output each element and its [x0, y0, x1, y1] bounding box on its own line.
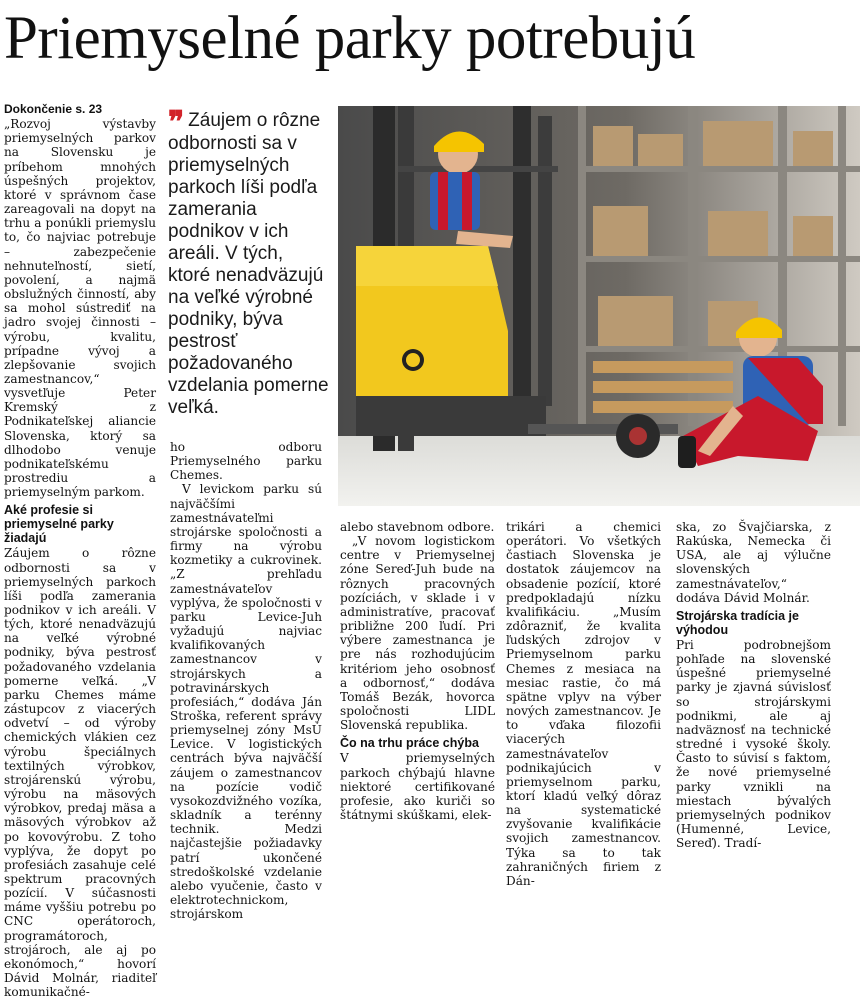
paragraph: ho odboru Priemyselného parku Chemes. [170, 440, 322, 483]
article-column-4 [506, 520, 661, 888]
paragraph: trikári a chemici operátori. Vo všetkých častiach Slovenska je dostatok záujemcov na obsadenie pozícií, ktoré predpokladajú nízku kvalifikáciu. „Musím zdôrazniť, že kvalita ľudských zdrojov v Priemyselnom parku Chemes z mesiaca na mesiac rastie, čo má spätne vplyv na výber nových zamestnancov. Je to vďaka filozofii viacerých zamestnávateľov podnikajúcich v priemyselnom parku, ktorí kladú veľký dôraz na systematické zvyšovanie kvalifikácie svojich zamestnancov. Týka sa to tak zahraničných firiem z Dán- [506, 520, 661, 888]
article-column-5 [676, 520, 831, 850]
section-heading: Strojárska tradícia je výhodou [676, 608, 799, 637]
paragraph: Pri podrobnejšom pohľade na slovenské úspešné priemyselné parky je zjavná súvislosť so strojárskymi podnikmi, ale aj nadväznosť na technické stredné i vysoké školy. Často to súvisí s faktom, že nové priemyselné parky vznikli na miestach bývalých priemyselných podnikov (Humenné, Levice, Sereď). Tradí- [676, 637, 831, 851]
section-heading: Čo na trhu práce chýba [340, 736, 479, 751]
quote-mark-icon: ❞ [168, 106, 185, 139]
paragraph: V priemyselných parkoch chýbajú hlavne niektoré certifikované profesie, ako kuriči so štátnymi skúškami, elek- [340, 751, 495, 822]
paragraph: ska, zo Švajčiarska, z Rakúska, Nemecka či USA, ale aj výlučne slovenských zamestnávateľov,“ dodáva Dávid Molnár. [676, 520, 831, 605]
article-column-3 [340, 520, 495, 822]
pull-quote [168, 106, 330, 419]
pull-quote-text: Záujem o rôzne odbornosti sa v priemyselných parkoch líši podľa zamerania podnikov v ich areáli. V tých, ktoré nenadväzujú na veľké výrobné podniky, býva pestrosť požadovaného vzdelania pomerne veľká. [168, 110, 329, 418]
paragraph: „Rozvoj výstavby priemyselných parkov na Slovensku je príbehom mnohých úspešných projektov, ktoré v správnom čase zareagovali na dopyt na trhu a ponúkli priemyslu to, čo najviac potrebuje – zabezpečenie nehnuteľností, sietí, povolení, a najmä obslužných činností, aby sa mohol sústrediť na jadro svojej činnosti – výrobu, kvalitu, prípadne vývoj a zlepšovanie svojich zamestnancov,“ vysvetľuje Peter Kremský z Podnikateľskej aliancie Slovenska, ktorý sa dlhodobo venuje podnikateľskému prostrediu a priemyselným parkom. [4, 117, 156, 500]
paragraph: alebo stavebnom odbore. [340, 520, 495, 534]
section-heading: Aké profesie si priemyselné parky žiadajú [4, 503, 114, 546]
article-column-1 [4, 102, 156, 999]
paragraph: V levickom parku sú najväčšími zamestnávateľmi strojárske spoločnosti a firmy na výrobu kozmetiky a cukrovinek. „Z prehľadu zamestnávateľov vyplýva, že spoločnosti v parku Levice-Juh vyžadujú najviac kvalifikovaných zamestnancov v strojárskych a potravinárskych profesiách,“ dodáva Ján Stroška, referent správy priemyselnej zóny MsÚ Levice. V logistických centrách býva najväčší záujem o zamestnancov na pozície vodič vysokozdvižného vozíka, skladník a terénny technik. Medzi najčastejšie požiadavky patrí ukončené stredoškolské vzdelanie alebo vyučenie, často v elektrotechnickom, strojárskom [170, 482, 322, 922]
paragraph: Záujem o rôzne odbornosti sa v priemyselných parkoch líši podľa zamerania podnikov v ich areáli. V tých, ktoré nenadväzujú na veľké výrobné podniky, býva pestrosť požadovaného vzdelania pomerne veľká. „V parku Chemes máme zástupcov z viacerých odvetví – od výroby chemických vlákien cez výrobu špeciálnych textilných výrobkov, strojárenskú výrobu, výrobu na mäsových výrobkov, predaj mäsa a mäsových výrobkov až po kovovýrobu. Z toho vyplýva, že dopyt po profesiách zasahuje celé spektrum pracovných pozícií. V súčasnosti máme vyššiu potrebu po CNC operátoroch, programátoroch, strojároch, ale aj po ekonómoch,“ hovorí Dávid Molnár, riaditeľ komunikačné- [4, 546, 156, 999]
article-column-2 [170, 440, 322, 921]
article-headline: Priemyselné parky potrebujú [4, 5, 696, 72]
forklift-warehouse-photo [338, 106, 860, 506]
paragraph: „V novom logistickom centre v Priemyselnej zóne Sereď-Juh bude na rôznych pracovných pozíciách, v sklade i v administratíve, pracovať približne 200 ľudí. Pri výbere zamestnanca je pre nás rozhodujúcim kritériom jeho osobnosť a odbornosť,“ dodáva Tomáš Bezák, hovorca spoločnosti LIDL Slovenská republika. [340, 534, 495, 733]
continuation-note: Dokončenie s. 23 [4, 102, 103, 116]
